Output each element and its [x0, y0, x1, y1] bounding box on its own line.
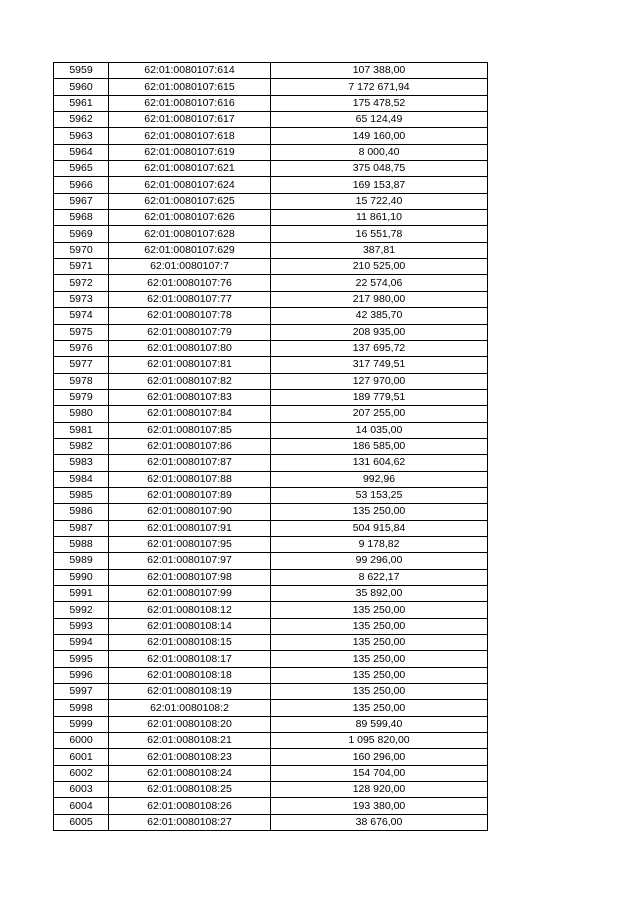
table-row	[54, 438, 488, 454]
cadastral-number-cell: 62:01:0080107:81	[109, 357, 271, 373]
table-row	[54, 716, 488, 732]
cadastral-value-cell: 1 095 820,00	[271, 733, 488, 749]
cadastral-number-cell: 62:01:0080108:14	[109, 618, 271, 634]
cadastral-value-cell: 135 250,00	[271, 635, 488, 651]
table-row	[54, 308, 488, 324]
cadastral-number-cell: 62:01:0080107:618	[109, 128, 271, 144]
cadastral-number-cell: 62:01:0080107:615	[109, 79, 271, 95]
row-number-cell: 5961	[54, 95, 109, 111]
cadastral-value-cell: 8 000,40	[271, 144, 488, 160]
cadastral-number-cell: 62:01:0080107:87	[109, 455, 271, 471]
table-row	[54, 226, 488, 242]
row-number-cell: 5996	[54, 667, 109, 683]
table-row	[54, 259, 488, 275]
cadastral-value-cell: 504 915,84	[271, 520, 488, 536]
cadastral-value-cell: 128 920,00	[271, 782, 488, 798]
row-number-cell: 5994	[54, 635, 109, 651]
cadastral-number-cell: 62:01:0080108:20	[109, 716, 271, 732]
cadastral-number-cell: 62:01:0080108:18	[109, 667, 271, 683]
table-row	[54, 536, 488, 552]
cadastral-number-cell: 62:01:0080108:15	[109, 635, 271, 651]
row-number-cell: 5995	[54, 651, 109, 667]
cadastral-number-cell: 62:01:0080107:83	[109, 389, 271, 405]
table-row	[54, 79, 488, 95]
cadastral-value-cell: 7 172 671,94	[271, 79, 488, 95]
cadastral-number-cell: 62:01:0080107:97	[109, 553, 271, 569]
table-row	[54, 635, 488, 651]
cadastral-value-cell: 217 980,00	[271, 291, 488, 307]
row-number-cell: 6002	[54, 765, 109, 781]
cadastral-value-cell: 131 604,62	[271, 455, 488, 471]
cadastral-value-cell: 207 255,00	[271, 406, 488, 422]
table-row	[54, 749, 488, 765]
row-number-cell: 5970	[54, 242, 109, 258]
cadastral-value-cell: 135 250,00	[271, 667, 488, 683]
cadastral-number-cell: 62:01:0080107:78	[109, 308, 271, 324]
row-number-cell: 5980	[54, 406, 109, 422]
cadastral-number-cell: 62:01:0080107:619	[109, 144, 271, 160]
table-row	[54, 504, 488, 520]
table-row	[54, 520, 488, 536]
row-number-cell: 5965	[54, 161, 109, 177]
cadastral-value-cell: 992,96	[271, 471, 488, 487]
row-number-cell: 5972	[54, 275, 109, 291]
cadastral-number-cell: 62:01:0080107:85	[109, 422, 271, 438]
table-row	[54, 798, 488, 814]
row-number-cell: 5975	[54, 324, 109, 340]
cadastral-value-cell: 53 153,25	[271, 487, 488, 503]
cadastral-value-cell: 154 704,00	[271, 765, 488, 781]
row-number-cell: 5998	[54, 700, 109, 716]
cadastral-number-cell: 62:01:0080107:621	[109, 161, 271, 177]
table-row	[54, 210, 488, 226]
row-number-cell: 5986	[54, 504, 109, 520]
cadastral-value-cell: 135 250,00	[271, 618, 488, 634]
cadastral-number-cell: 62:01:0080108:23	[109, 749, 271, 765]
cadastral-number-cell: 62:01:0080108:19	[109, 684, 271, 700]
cadastral-value-cell: 189 779,51	[271, 389, 488, 405]
cadastral-number-cell: 62:01:0080107:614	[109, 63, 271, 79]
row-number-cell: 5973	[54, 291, 109, 307]
row-number-cell: 6004	[54, 798, 109, 814]
cadastral-number-cell: 62:01:0080108:12	[109, 602, 271, 618]
row-number-cell: 6003	[54, 782, 109, 798]
row-number-cell: 5959	[54, 63, 109, 79]
cadastral-value-cell: 135 250,00	[271, 700, 488, 716]
cadastral-number-cell: 62:01:0080107:7	[109, 259, 271, 275]
cadastral-value-cell: 160 296,00	[271, 749, 488, 765]
row-number-cell: 5964	[54, 144, 109, 160]
row-number-cell: 5967	[54, 193, 109, 209]
table-row	[54, 422, 488, 438]
table-row	[54, 553, 488, 569]
table-body	[54, 63, 488, 831]
row-number-cell: 6000	[54, 733, 109, 749]
cadastral-number-cell: 62:01:0080107:82	[109, 373, 271, 389]
cadastral-value-cell: 8 622,17	[271, 569, 488, 585]
cadastral-value-cell: 208 935,00	[271, 324, 488, 340]
cadastral-value-cell: 387,81	[271, 242, 488, 258]
row-number-cell: 5999	[54, 716, 109, 732]
row-number-cell: 5969	[54, 226, 109, 242]
cadastral-value-cell: 16 551,78	[271, 226, 488, 242]
cadastral-number-cell: 62:01:0080107:89	[109, 487, 271, 503]
cadastral-number-cell: 62:01:0080108:25	[109, 782, 271, 798]
table-row	[54, 406, 488, 422]
row-number-cell: 5971	[54, 259, 109, 275]
table-row	[54, 144, 488, 160]
cadastral-number-cell: 62:01:0080108:21	[109, 733, 271, 749]
cadastral-number-cell: 62:01:0080107:95	[109, 536, 271, 552]
table-row	[54, 651, 488, 667]
row-number-cell: 5991	[54, 586, 109, 602]
row-number-cell: 5974	[54, 308, 109, 324]
cadastral-value-cell: 89 599,40	[271, 716, 488, 732]
cadastral-value-cell: 22 574,06	[271, 275, 488, 291]
row-number-cell: 5976	[54, 340, 109, 356]
cadastral-number-cell: 62:01:0080107:99	[109, 586, 271, 602]
cadastral-number-cell: 62:01:0080107:76	[109, 275, 271, 291]
cadastral-value-cell: 135 250,00	[271, 602, 488, 618]
row-number-cell: 5977	[54, 357, 109, 373]
cadastral-number-cell: 62:01:0080107:628	[109, 226, 271, 242]
table-row	[54, 128, 488, 144]
row-number-cell: 5978	[54, 373, 109, 389]
cadastral-number-cell: 62:01:0080108:26	[109, 798, 271, 814]
table-row	[54, 471, 488, 487]
row-number-cell: 5985	[54, 487, 109, 503]
cadastral-number-cell: 62:01:0080107:91	[109, 520, 271, 536]
cadastral-number-cell: 62:01:0080107:625	[109, 193, 271, 209]
cadastral-number-cell: 62:01:0080107:90	[109, 504, 271, 520]
cadastral-number-cell: 62:01:0080108:2	[109, 700, 271, 716]
cadastral-value-cell: 65 124,49	[271, 112, 488, 128]
cadastral-value-cell: 38 676,00	[271, 814, 488, 830]
table-row	[54, 324, 488, 340]
row-number-cell: 5990	[54, 569, 109, 585]
cadastral-value-cell: 169 153,87	[271, 177, 488, 193]
table-row	[54, 95, 488, 111]
table-row	[54, 684, 488, 700]
cadastral-value-cell: 135 250,00	[271, 651, 488, 667]
cadastral-number-cell: 62:01:0080107:79	[109, 324, 271, 340]
table-row	[54, 569, 488, 585]
row-number-cell: 5962	[54, 112, 109, 128]
cadastral-value-cell: 193 380,00	[271, 798, 488, 814]
cadastral-value-cell: 11 861,10	[271, 210, 488, 226]
table-row	[54, 177, 488, 193]
row-number-cell: 5989	[54, 553, 109, 569]
cadastral-value-cell: 14 035,00	[271, 422, 488, 438]
cadastral-value-cell: 42 385,70	[271, 308, 488, 324]
cadastral-value-cell: 317 749,51	[271, 357, 488, 373]
cadastral-value-cell: 149 160,00	[271, 128, 488, 144]
cadastral-number-cell: 62:01:0080107:629	[109, 242, 271, 258]
row-number-cell: 5988	[54, 536, 109, 552]
table-row	[54, 586, 488, 602]
cadastral-number-cell: 62:01:0080108:27	[109, 814, 271, 830]
cadastral-number-cell: 62:01:0080107:624	[109, 177, 271, 193]
cadastral-value-cell: 135 250,00	[271, 684, 488, 700]
cadastral-number-cell: 62:01:0080107:88	[109, 471, 271, 487]
cadastral-number-cell: 62:01:0080107:77	[109, 291, 271, 307]
table-row	[54, 618, 488, 634]
row-number-cell: 5997	[54, 684, 109, 700]
cadastral-number-cell: 62:01:0080108:17	[109, 651, 271, 667]
table-row	[54, 357, 488, 373]
cadastral-number-cell: 62:01:0080107:626	[109, 210, 271, 226]
cadastral-number-cell: 62:01:0080107:84	[109, 406, 271, 422]
cadastral-value-cell: 135 250,00	[271, 504, 488, 520]
table-row	[54, 291, 488, 307]
table-row	[54, 161, 488, 177]
row-number-cell: 5968	[54, 210, 109, 226]
cadastral-number-cell: 62:01:0080107:86	[109, 438, 271, 454]
table-row	[54, 765, 488, 781]
table-row	[54, 275, 488, 291]
row-number-cell: 5979	[54, 389, 109, 405]
cadastral-number-cell: 62:01:0080107:616	[109, 95, 271, 111]
row-number-cell: 5992	[54, 602, 109, 618]
cadastral-value-cell: 9 178,82	[271, 536, 488, 552]
cadastral-value-cell: 375 048,75	[271, 161, 488, 177]
row-number-cell: 5966	[54, 177, 109, 193]
table-row	[54, 487, 488, 503]
row-number-cell: 5993	[54, 618, 109, 634]
row-number-cell: 5987	[54, 520, 109, 536]
cadastral-value-table	[53, 62, 488, 831]
cadastral-value-cell: 35 892,00	[271, 586, 488, 602]
table-row	[54, 814, 488, 830]
row-number-cell: 6005	[54, 814, 109, 830]
table-row	[54, 242, 488, 258]
table-row	[54, 389, 488, 405]
cadastral-value-cell: 137 695,72	[271, 340, 488, 356]
cadastral-value-cell: 107 388,00	[271, 63, 488, 79]
table-row	[54, 63, 488, 79]
table-row	[54, 112, 488, 128]
cadastral-number-cell: 62:01:0080108:24	[109, 765, 271, 781]
cadastral-value-cell: 210 525,00	[271, 259, 488, 275]
table-row	[54, 733, 488, 749]
cadastral-value-cell: 127 970,00	[271, 373, 488, 389]
row-number-cell: 5982	[54, 438, 109, 454]
row-number-cell: 5984	[54, 471, 109, 487]
cadastral-value-cell: 99 296,00	[271, 553, 488, 569]
table-row	[54, 782, 488, 798]
table-row	[54, 340, 488, 356]
row-number-cell: 5960	[54, 79, 109, 95]
table-row	[54, 455, 488, 471]
table-row	[54, 700, 488, 716]
cadastral-value-cell: 15 722,40	[271, 193, 488, 209]
cadastral-value-cell: 186 585,00	[271, 438, 488, 454]
row-number-cell: 5981	[54, 422, 109, 438]
table-row	[54, 667, 488, 683]
row-number-cell: 5963	[54, 128, 109, 144]
cadastral-number-cell: 62:01:0080107:98	[109, 569, 271, 585]
row-number-cell: 6001	[54, 749, 109, 765]
table-row	[54, 373, 488, 389]
table-row	[54, 602, 488, 618]
cadastral-value-cell: 175 478,52	[271, 95, 488, 111]
row-number-cell: 5983	[54, 455, 109, 471]
cadastral-number-cell: 62:01:0080107:617	[109, 112, 271, 128]
table-row	[54, 193, 488, 209]
cadastral-number-cell: 62:01:0080107:80	[109, 340, 271, 356]
